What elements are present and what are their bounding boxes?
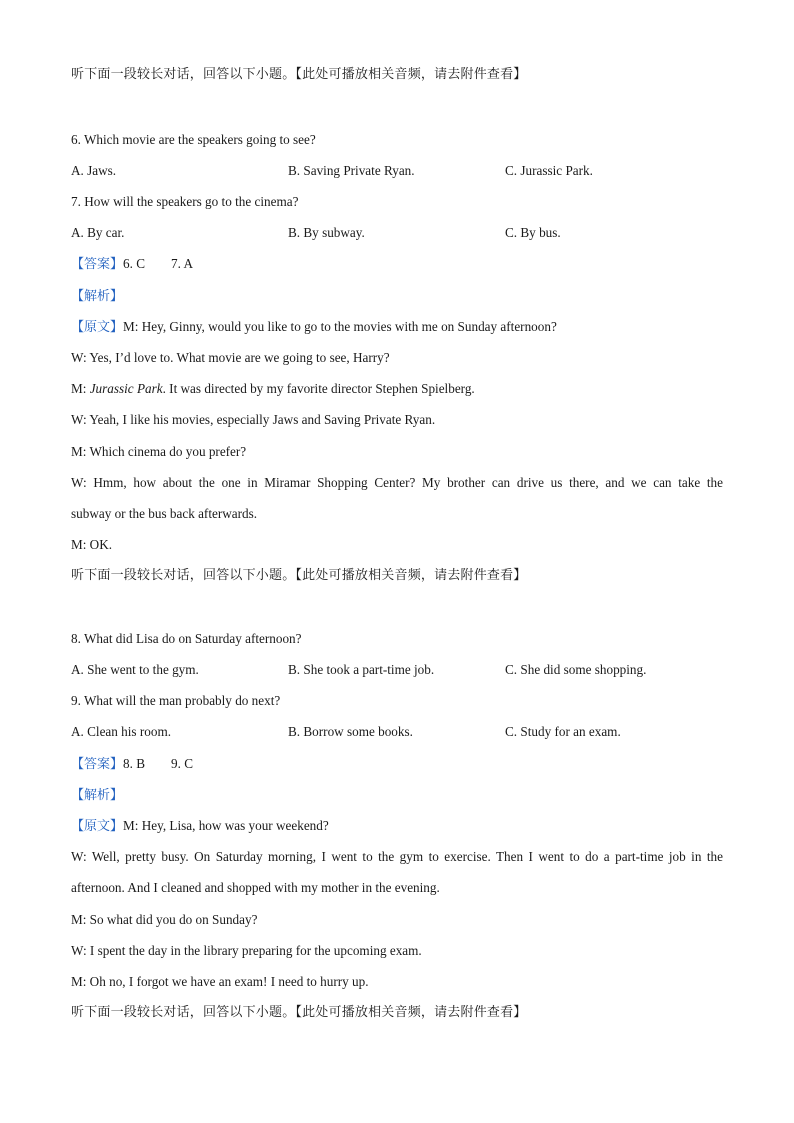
analysis-tag: 【解析】 bbox=[71, 289, 124, 304]
answer-tag: 【答案】 bbox=[71, 257, 124, 272]
question-7-stem: 7. How will the speakers go to the cinema? bbox=[71, 194, 299, 209]
transcript-1-line-1 bbox=[71, 318, 723, 337]
answer-tag: 【答案】 bbox=[71, 757, 124, 772]
transcript-2-line-2b: afternoon. And I cleaned and shopped with my mother in the evening. bbox=[71, 880, 440, 895]
analysis-line-2 bbox=[71, 786, 723, 805]
question-7-option-a: A. By car. bbox=[71, 225, 125, 240]
transcript-text: M: Hey, Lisa, how was your weekend? bbox=[123, 818, 329, 833]
transcript-1-line-7: M: OK. bbox=[71, 537, 113, 552]
question-9-stem: 9. What will the man probably do next? bbox=[71, 693, 281, 708]
transcript-1-line-5: M: Which cinema do you prefer? bbox=[71, 444, 247, 459]
question-9-option-b: B. Borrow some books. bbox=[288, 724, 413, 739]
analysis-tag: 【解析】 bbox=[71, 788, 124, 803]
listening-instruction-1: 听下面一段较长对话，回答以下小题。【此处可播放相关音频，请去附件查看】 bbox=[71, 67, 527, 82]
transcript-text: M: Hey, Ginny, would you like to go to the movies with me on Sunday afternoon? bbox=[123, 319, 557, 334]
transcript-2-line-5: M: Oh no, I forgot we have an exam! I need to hurry up. bbox=[71, 974, 369, 989]
question-7-option-c: C. By bus. bbox=[505, 225, 561, 240]
answer-9: 9. C bbox=[171, 756, 193, 771]
transcript-2-line-1 bbox=[71, 817, 723, 836]
analysis-line-1 bbox=[71, 287, 723, 306]
question-8-option-a: A. She went to the gym. bbox=[71, 662, 199, 677]
transcript-1-line-6a: W: Hmm, how about the one in Miramar Shopping Center? My brother can drive us there, and we can take the bbox=[71, 475, 723, 490]
question-6-option-b: B. Saving Private Ryan. bbox=[288, 163, 415, 178]
listening-instruction-2: 听下面一段较长对话，回答以下小题。【此处可播放相关音频，请去附件查看】 bbox=[71, 568, 527, 583]
question-6-option-a: A. Jaws. bbox=[71, 163, 117, 178]
transcript-1-line-4: W: Yeah, I like his movies, especially Jaws and Saving Private Ryan. bbox=[71, 412, 436, 427]
transcript-2-line-4: W: I spent the day in the library preparing for the upcoming exam. bbox=[71, 943, 422, 958]
question-9-option-c: C. Study for an exam. bbox=[505, 724, 621, 739]
transcript-tag: 【原文】 bbox=[71, 320, 124, 335]
answer-line-2 bbox=[71, 755, 723, 774]
question-8-option-c: C. She did some shopping. bbox=[505, 662, 647, 677]
question-6-stem: 6. Which movie are the speakers going to see? bbox=[71, 132, 316, 147]
transcript-1-line-6b: subway or the bus back afterwards. bbox=[71, 506, 258, 521]
question-7-option-b: B. By subway. bbox=[288, 225, 365, 240]
transcript-1-line-2: W: Yes, I’d love to. What movie are we going to see, Harry? bbox=[71, 350, 390, 365]
speaker-prefix: M: bbox=[71, 381, 90, 396]
question-8-option-b: B. She took a part-time job. bbox=[288, 662, 435, 677]
listening-instruction-3: 听下面一段较长对话，回答以下小题。【此处可播放相关音频，请去附件查看】 bbox=[71, 1005, 527, 1020]
question-6-option-c: C. Jurassic Park. bbox=[505, 163, 593, 178]
answer-7: 7. A bbox=[171, 256, 193, 271]
answer-8: 8. B bbox=[123, 756, 145, 771]
transcript-text: . It was directed by my favorite director Stephen Spielberg. bbox=[162, 381, 475, 396]
transcript-1-line-3 bbox=[71, 380, 723, 398]
transcript-2-line-2a: W: Well, pretty busy. On Saturday morning, I went to the gym to exercise. Then I went to do a part-time job in the bbox=[71, 849, 723, 864]
movie-title: Jurassic Park bbox=[89, 381, 163, 396]
transcript-tag: 【原文】 bbox=[71, 819, 124, 834]
transcript-2-line-3: M: So what did you do on Sunday? bbox=[71, 912, 258, 927]
answer-line-1 bbox=[71, 255, 723, 274]
answer-6: 6. C bbox=[123, 256, 145, 271]
question-9-option-a: A. Clean his room. bbox=[71, 724, 171, 739]
question-8-stem: 8. What did Lisa do on Saturday afternoon? bbox=[71, 631, 302, 646]
